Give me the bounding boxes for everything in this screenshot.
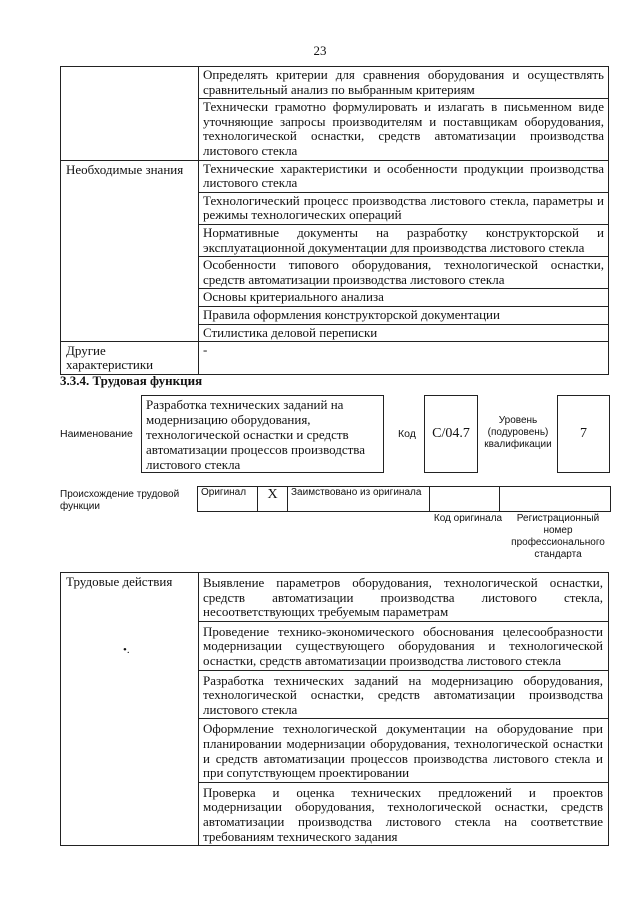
table-row [61, 160, 609, 192]
page-number: 23 [313, 43, 327, 58]
original-mark: X [258, 487, 288, 512]
labor-actions-label: Трудовые действия •. [61, 573, 199, 846]
knowledge-item: Технические характеристики и особенности продукции производства листового стекла [199, 160, 609, 192]
skill-item: Определять критерии для сравнения оборудования и осуществлять сравнительный анализ по выбранным критериям [199, 67, 609, 99]
labor-action-item: Выявление параметров оборудования, технологической оснастки, средств автоматизации производства листового стекла, несоответствующих требуемым параметрам [199, 573, 609, 622]
labor-action-item: Проверка и оценка технических предложений и проектов модернизации оборудования, технологической оснастки, средств автоматизации производства листового стекла на соответствие требованиям технического задания [199, 782, 609, 845]
table-row [61, 573, 609, 622]
empty-label-cell [61, 67, 199, 161]
name-label: Наименование [60, 428, 133, 440]
original-code-cell [430, 487, 500, 512]
registration-number-cell [500, 487, 611, 512]
knowledge-item: Технологический процесс производства листового стекла, параметры и режимы технологических операций [199, 192, 609, 224]
labor-action-item: Разработка технических заданий на модернизацию оборудования, технологической оснастки, средств автоматизации производства листового стекла [199, 670, 609, 719]
labor-action-item: Проведение технико-экономического обоснования целесообразности модернизации существующего оборудования и технологической оснастки, средств автоматизации производства листового стекла [199, 621, 609, 670]
stray-mark: •. [123, 644, 130, 656]
knowledge-item: Особенности типового оборудования, технологической оснастки, средств автоматизации производства листового стекла [199, 257, 609, 289]
origin-label: Происхождение трудовой функции [60, 489, 180, 512]
table-row [61, 342, 609, 375]
code-label: Код [398, 428, 416, 440]
knowledge-item: Стилистика деловой переписки [199, 324, 609, 342]
table-row [198, 487, 611, 512]
function-code: C/04.7 [424, 395, 478, 473]
other-characteristics-label: Другие характеристики [61, 342, 199, 375]
knowledge-item: Правила оформления конструкторской документации [199, 306, 609, 324]
origin-table [197, 486, 611, 512]
knowledge-item: Основы критериального анализа [199, 289, 609, 307]
function-name: Разработка технических заданий на модернизацию оборудования, технологической оснастки и средств автоматизации процессов производства листового стекла [141, 395, 384, 473]
registration-number-caption: Регистрационный номер профессионального стандарта [511, 513, 605, 560]
original-label: Оригинал [198, 487, 258, 512]
borrowed-label: Заимствовано из оригинала [288, 487, 430, 512]
original-code-caption: Код оригинала [433, 513, 503, 524]
other-characteristics-value: - [199, 342, 609, 375]
knowledge-label: Необходимые знания [61, 160, 199, 342]
skill-item: Технически грамотно формулировать и излагать в письменном виде уточняющие запросы производителям и поставщикам оборудования, технологической оснастки, средств автоматизации производства листового стекла [199, 99, 609, 160]
table-row [61, 67, 609, 99]
skills-table [60, 66, 609, 375]
section-title: 3.3.4. Трудовая функция [60, 373, 203, 388]
knowledge-item: Нормативные документы на разработку конструкторской и эксплуатационной документации для производства листового стекла [199, 224, 609, 256]
labor-actions-table [60, 572, 609, 846]
labor-action-item: Оформление технологической документации на оборудование при планировании модернизации оборудования, технологической оснастки и средств автоматизации процессов производства листового стекла и при сопутствующем проектировании [199, 719, 609, 782]
qualification-level: 7 [557, 395, 610, 473]
level-label: Уровень (подуровень) квалификации [484, 415, 552, 450]
